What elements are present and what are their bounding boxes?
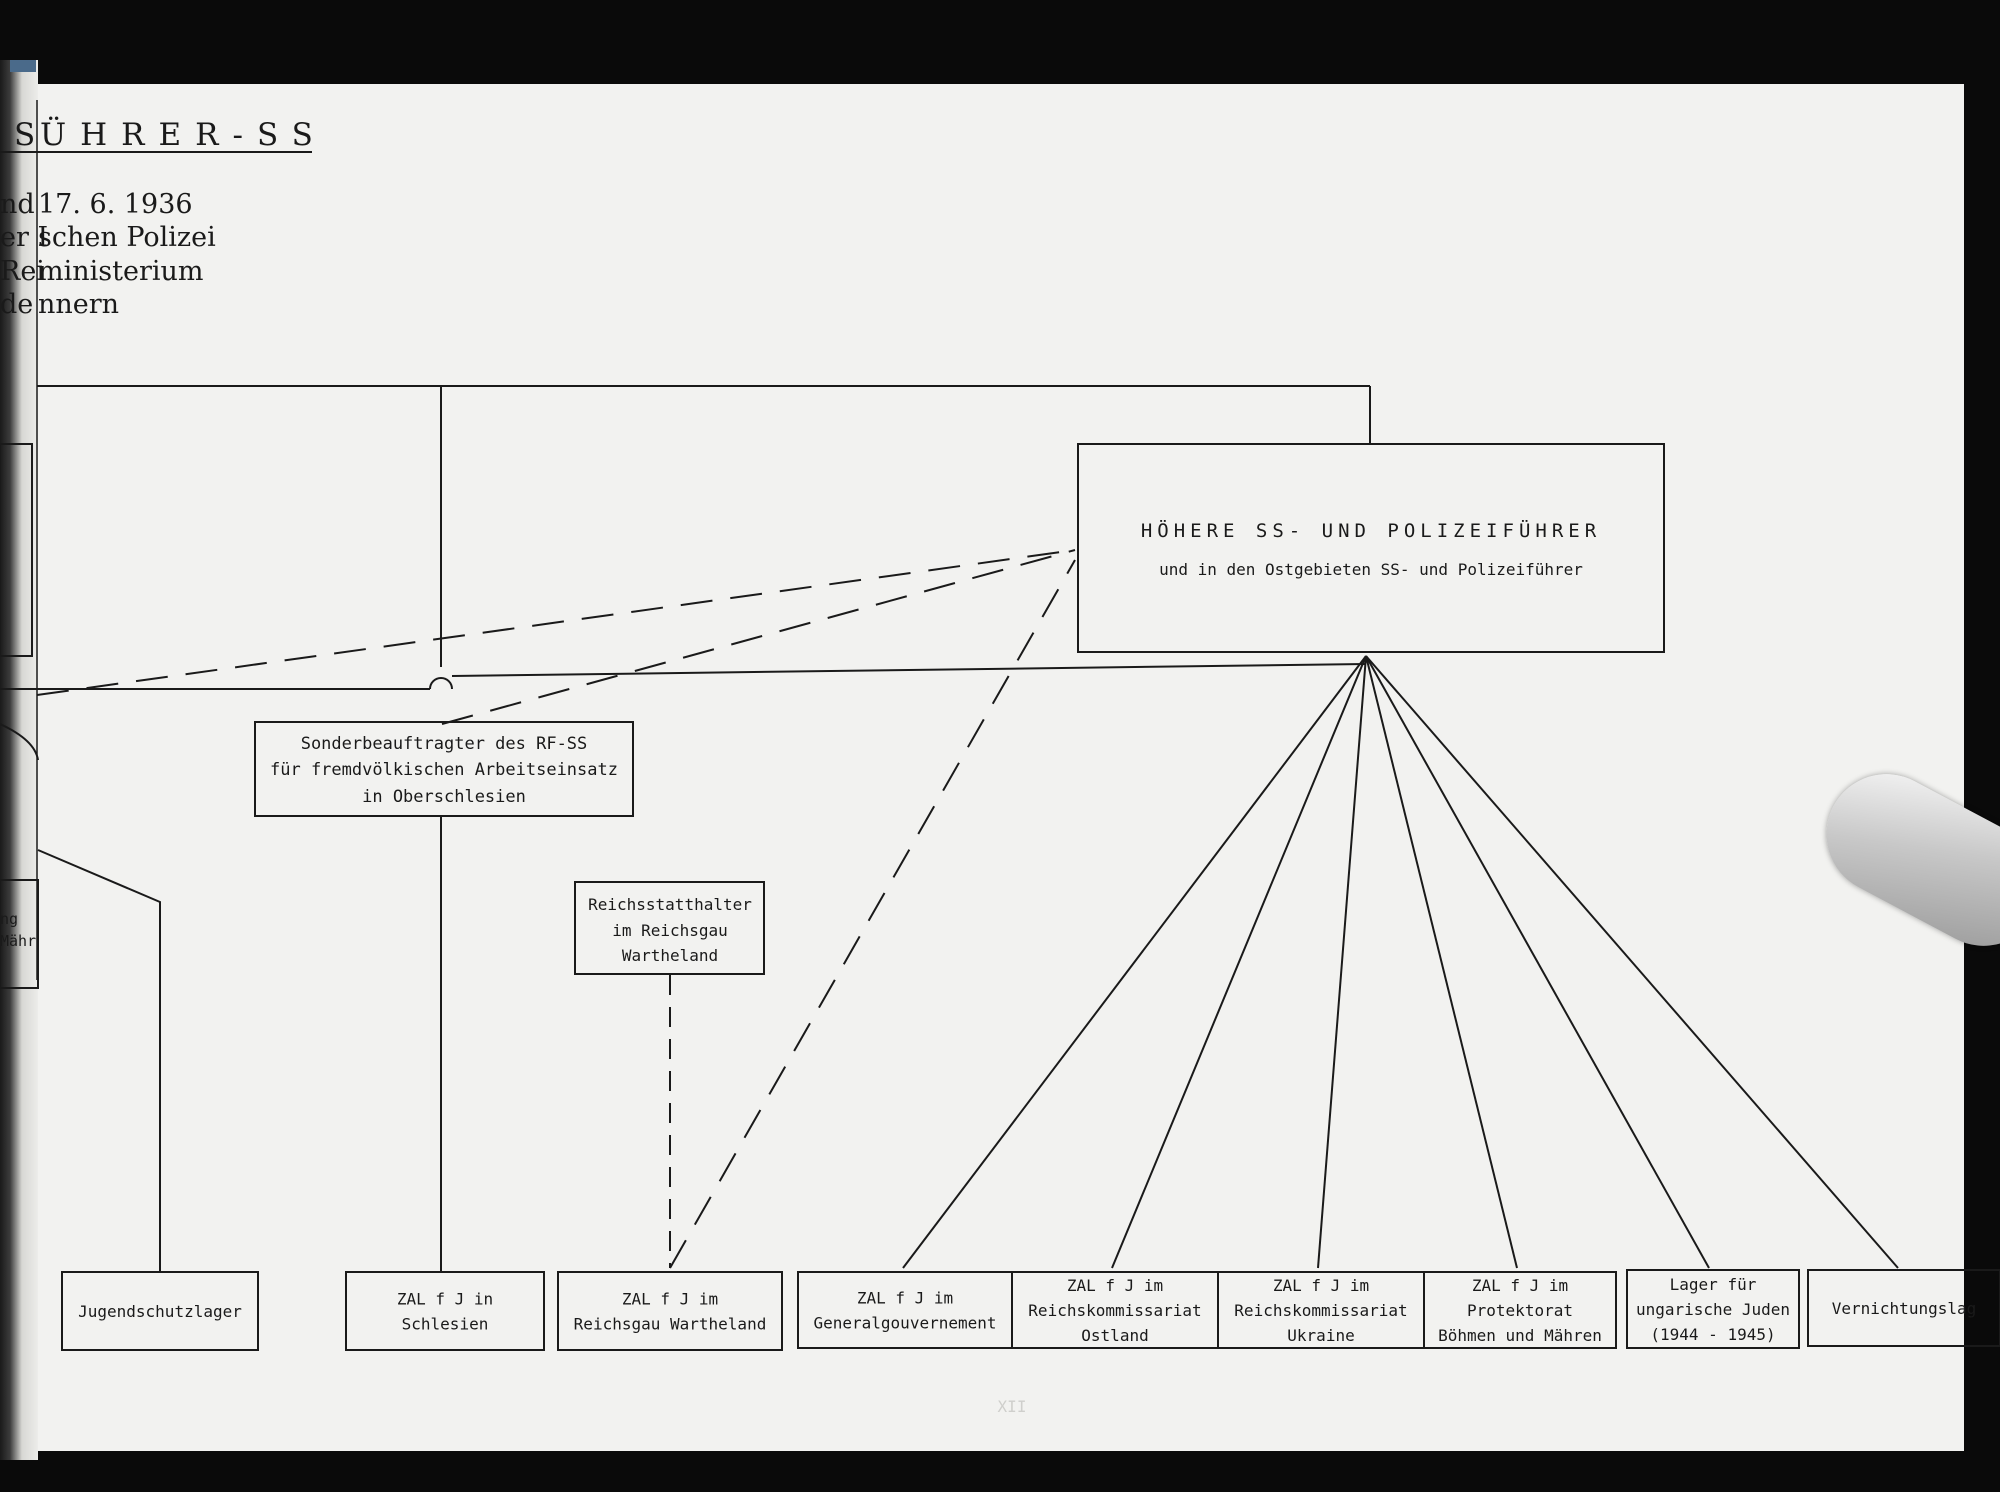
header-line-3: ministerium: [38, 256, 204, 287]
bottom-box-6-line-2: Reichskommissariat: [1234, 1301, 1408, 1320]
header-line-1: 17. 6. 1936: [38, 189, 193, 220]
header-edge-3: Rei: [0, 256, 45, 287]
sonder-line-3: in Oberschlesien: [362, 787, 526, 807]
fan-line-1: [903, 656, 1366, 1268]
bottom-box-3-line-2: Reichsgau Wartheland: [573, 1314, 767, 1334]
bottom-box-7-line-1: ZAL f J im: [1471, 1276, 1569, 1295]
left-edge-text-2: Mähr: [0, 932, 37, 950]
bottom-box-3-line-1: ZAL f J im: [621, 1289, 719, 1309]
bottom-box-5-line-1: ZAL f J im: [1066, 1276, 1164, 1295]
hoehere-ss-box: [1078, 444, 1664, 652]
bottom-box-7-line-3: Böhmen und Mähren: [1438, 1326, 1602, 1345]
bottom-box-4-line-2: Generalgouvernement: [813, 1313, 997, 1333]
hoehere-ss-title: HÖHERE SS- UND POLIZEIFÜHRER: [1140, 520, 1602, 542]
bottom-box-9-line-1: Vernichtungslag: [1831, 1299, 1977, 1318]
page-title: ÜHRER-SS: [40, 117, 327, 153]
bottom-box-5-line-3: Ostland: [1081, 1326, 1149, 1345]
left-edge-box-top: [0, 444, 32, 656]
reichsstatthalter-line-2: im Reichsgau: [612, 921, 728, 940]
bottom-box-8-line-2: ungarische Juden: [1635, 1300, 1791, 1319]
dashed-line-1: [37, 550, 1075, 695]
title-edge-letter: S: [14, 117, 50, 153]
bottom-box-2-line-1: ZAL f J in: [396, 1289, 494, 1309]
bottom-box-6-line-1: ZAL f J im: [1272, 1276, 1370, 1295]
reichsstatthalter-line-1: Reichsstatthalter: [588, 895, 752, 914]
dashed-line-3: [670, 560, 1075, 1268]
bottom-box-1-line-1: Jugendschutzlager: [78, 1302, 242, 1321]
fan-line-5: [1366, 656, 1709, 1268]
bottom-box-6-line-3: Ukraine: [1287, 1326, 1355, 1345]
fan-line-4: [1366, 656, 1517, 1268]
bottom-box-2-line-2: Schlesien: [401, 1314, 489, 1334]
dashed-line-2: [442, 550, 1075, 724]
bottom-box-3: [558, 1272, 782, 1350]
header-line-2: schen Polizei: [38, 222, 216, 253]
fan-line-6: [1366, 656, 1898, 1268]
header-line-4: nnern: [38, 289, 120, 320]
bottom-box-5-line-2: Reichskommissariat: [1028, 1301, 1202, 1320]
sonder-line-1: Sonderbeauftragter des RF-SS: [300, 734, 588, 754]
page-number: XII: [997, 1397, 1027, 1416]
fan-line-3: [1318, 656, 1366, 1268]
line-jump: [430, 678, 452, 689]
bottom-box-2: [346, 1272, 544, 1350]
bottom-box-8-line-3: (1944 - 1945): [1650, 1325, 1776, 1344]
bottom-box-4: [798, 1272, 1012, 1348]
fan-line-2: [1112, 656, 1366, 1268]
header-edge-2: er I: [0, 222, 49, 253]
header-edge-1: nd: [0, 189, 35, 220]
bottom-box-4-line-1: ZAL f J im: [856, 1288, 954, 1308]
reichsstatthalter-line-3: Wartheland: [621, 946, 719, 965]
sonder-line-2: für fremdvölkischen Arbeitseinsatz: [270, 760, 618, 780]
left-edge-text-1: ng: [0, 910, 19, 928]
horizontal-line-right: [452, 664, 1366, 676]
jugend-connector: [38, 850, 160, 1272]
left-edge-curve: [0, 724, 38, 760]
bottom-box-7-line-2: Protektorat: [1467, 1301, 1573, 1320]
hoehere-ss-subtitle: und in den Ostgebieten SS- und Polizeiführer: [1159, 560, 1583, 579]
header-edge-4: de: [0, 289, 34, 320]
bottom-box-8-line-1: Lager für: [1669, 1275, 1757, 1294]
